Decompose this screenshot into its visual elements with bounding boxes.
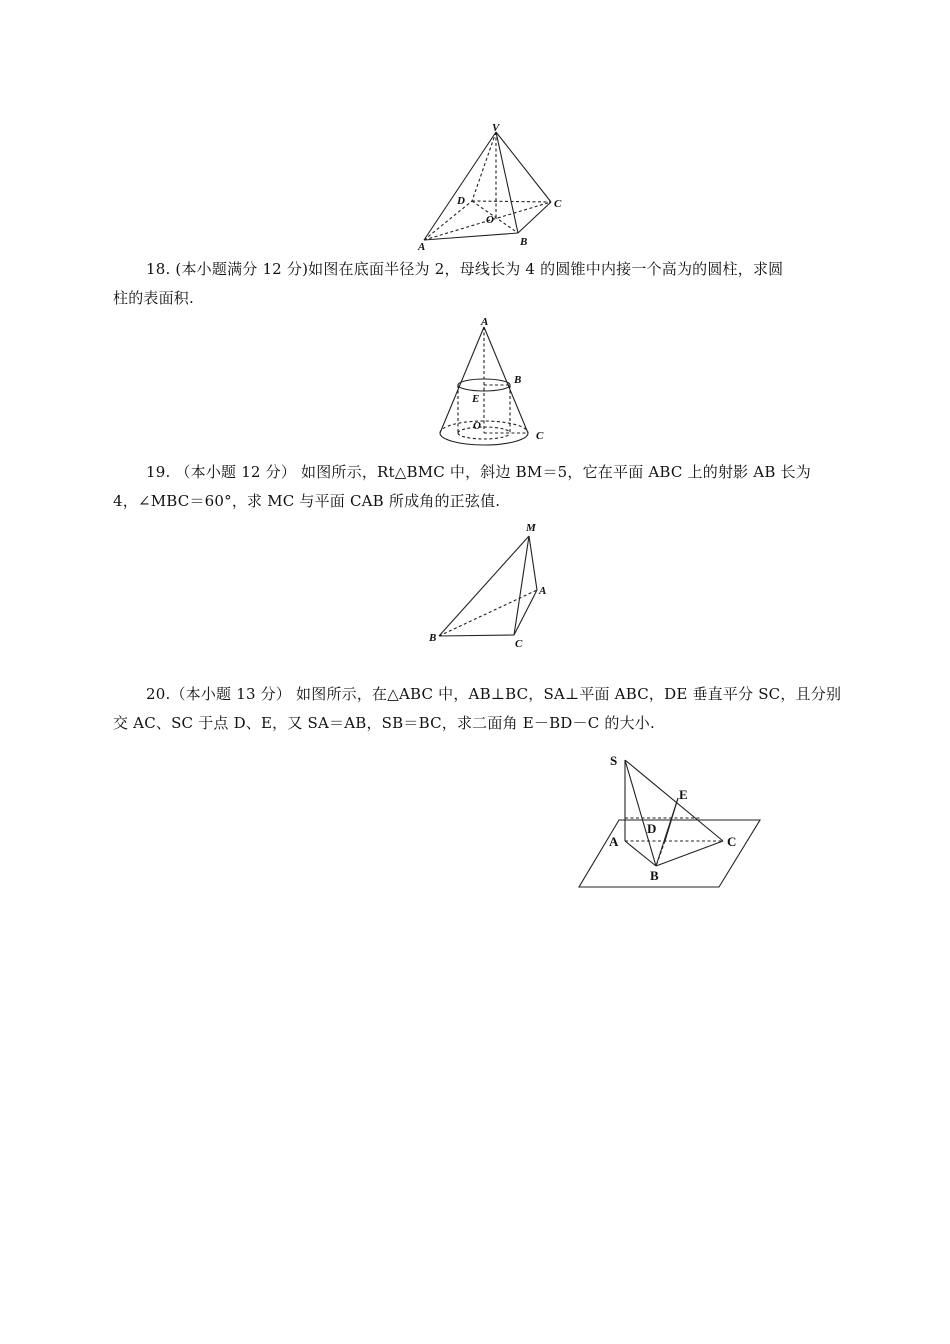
pyramid-label-c: C: [554, 198, 562, 210]
problem-18: [113, 255, 838, 313]
pyramid-label-v: V: [492, 122, 500, 134]
plane-label-c: C: [727, 834, 737, 849]
problem-20-line-1: 20.（本小题 13 分） 如图所示，在△ABC 中，AB⊥BC，SA⊥平面 ABC，DE 垂直平分 SC，且分别: [146, 685, 842, 703]
triangle-label-a: A: [539, 585, 547, 597]
problem-20-line-2: 交 AC、SC 于点 D、E，又 SA＝AB，SB＝BC，求二面角 E－BD－C 的大小.: [113, 714, 655, 732]
problem-18-line-2: 柱的表面积.: [113, 289, 194, 307]
problem-20: [113, 680, 842, 738]
cone-label-c: C: [536, 430, 544, 442]
pyramid-label-o: O: [486, 214, 494, 226]
problem-19-line-1: 19. （本小题 12 分） 如图所示，Rt△BMC 中，斜边 BM＝5，它在平面 ABC 上的射影 AB 长为: [146, 463, 811, 481]
plane-label-s: S: [610, 753, 618, 768]
plane-label-d: D: [647, 821, 657, 836]
plane-label-a: A: [609, 834, 619, 849]
problem-19-line-2: 4，∠MBC＝60°，求 MC 与平面 CAB 所成角的正弦值.: [113, 492, 501, 510]
cone-label-o: O: [473, 420, 481, 432]
pyramid-label-d: D: [457, 195, 465, 207]
pyramid-label-b: B: [520, 236, 528, 248]
triangle-figure: [425, 518, 555, 653]
plane-label-e: E: [679, 787, 688, 802]
pyramid-label-a: A: [418, 241, 426, 253]
triangle-label-m: M: [526, 522, 536, 534]
problem-18-line-1: 18. (本小题满分 12 分)如图在底面半径为 2，母线长为 4 的圆锥中内接一个高为的圆柱，求圆: [146, 260, 784, 278]
cone-label-a: A: [481, 316, 489, 328]
problem-19: [113, 458, 838, 516]
triangle-label-c: C: [515, 638, 523, 650]
cone-label-b: B: [514, 374, 522, 386]
triangle-label-b: B: [429, 632, 437, 644]
pyramid-figure: [410, 122, 570, 252]
cone-figure: [430, 315, 560, 450]
cone-label-e: E: [472, 393, 480, 405]
plane-label-b: B: [650, 868, 659, 883]
plane-figure: [570, 748, 770, 893]
